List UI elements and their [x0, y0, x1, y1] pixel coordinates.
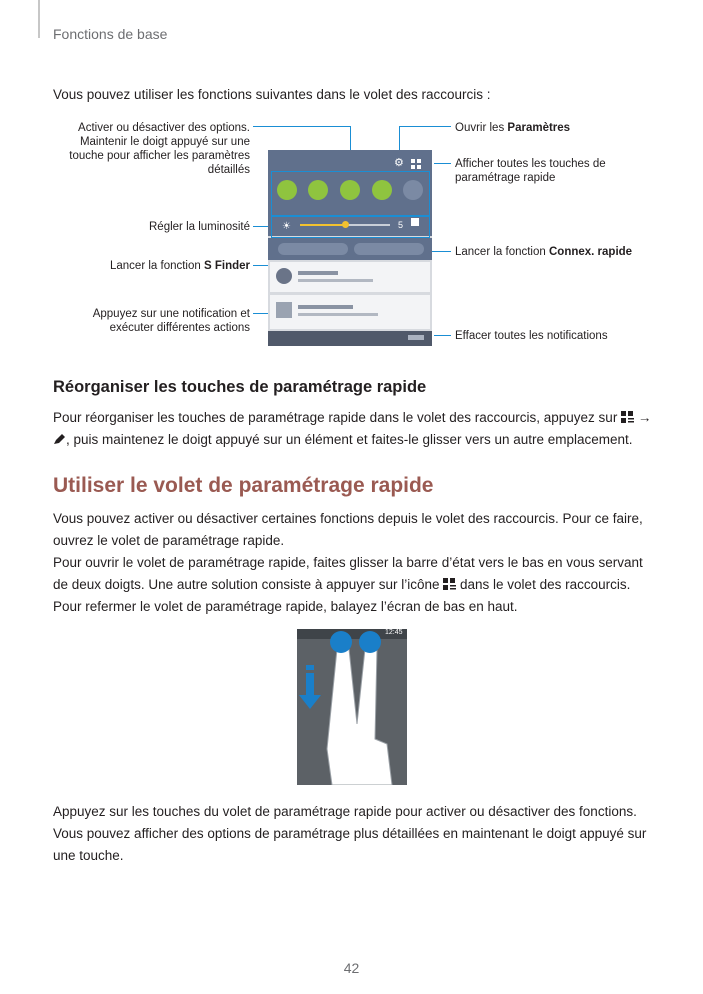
connector-line	[253, 126, 351, 127]
notification-text	[298, 279, 373, 282]
main-heading: Utiliser le volet de paramétrage rapide	[53, 474, 434, 497]
s-finder-button	[278, 243, 348, 255]
notification-text	[298, 313, 378, 316]
section-paragraph: Pour réorganiser les touches de paramétrage rapide dans le volet des raccourcis, appuyez sur → , puis maintenez le doigt appuyé sur un élément et faites-le glisser vers un autre emplacement.	[53, 410, 652, 447]
callout-brightness: Régler la luminosité	[149, 221, 250, 233]
highlight-brightness	[271, 216, 430, 238]
callout-s-finder: Lancer la fonction S Finder	[110, 260, 250, 272]
notification-icon	[276, 268, 292, 284]
notification-title	[298, 271, 338, 275]
header-rule	[38, 0, 40, 38]
quick-connect-button	[354, 243, 424, 255]
settings-icon: ⚙	[394, 157, 404, 169]
brightness-value: 5	[398, 220, 404, 230]
connector-line	[399, 126, 451, 127]
section-heading: Réorganiser les touches de paramétrage rapide	[53, 378, 427, 396]
highlight-quick-settings	[271, 171, 430, 216]
status-time: 12:45	[385, 629, 403, 636]
notification-icon	[276, 302, 292, 318]
touch-point-left	[330, 631, 352, 653]
callout-quick-connect: Lancer la fonction Connex. rapide	[455, 246, 633, 258]
section-paragraph: Pour ouvrir le volet de paramétrage rapide, faites glisser la barre d’état vers le bas en vous servant de deux doigts. Une autre solution consiste à appuyer sur l’icône dans le volet des raccourcis. Pour refermer le volet de paramétrage rapide, balayez l’écran de bas en haut.	[53, 555, 643, 614]
page-header-title: Fonctions de base	[53, 26, 168, 42]
panel-top-bar	[268, 150, 432, 172]
grid-edit-icon	[621, 408, 634, 420]
clear-all-button	[408, 335, 424, 340]
grid-icon	[411, 156, 421, 166]
section-paragraph: Appuyez sur les touches du volet de paramétrage rapide pour activer ou désactiver des fonctions. Vous pouvez afficher des options de paramétrage plus détaillées en maintenant le doigt appuyé sur une touche.	[53, 804, 647, 863]
page-number: 42	[343, 960, 360, 976]
section-paragraph: Vous pouvez activer ou désactiver certaines fonctions depuis le volet des raccourcis. Pour ce faire, ouvrez le volet de paramétrage rapide.	[53, 511, 643, 548]
callout-notification-actions: Appuyez sur une notification et exécuter différentes actions	[92, 308, 250, 334]
connector-line	[434, 335, 451, 336]
brightness-icon: ☀	[282, 221, 291, 232]
intro-text: Vous pouvez utiliser les fonctions suivantes dans le volet des raccourcis :	[53, 87, 491, 102]
grid-edit-icon	[443, 575, 456, 587]
callout-clear-notifications: Effacer toutes les notifications	[455, 330, 608, 342]
pencil-icon	[53, 430, 66, 442]
connector-line	[434, 163, 451, 164]
callout-show-all-quick-settings: Afficher toutes les touches de paramétrage rapide	[455, 158, 606, 184]
notification-title	[298, 305, 353, 309]
notification-item	[270, 262, 430, 292]
notification-item	[270, 295, 430, 329]
two-finger-swipe-illustration	[297, 629, 407, 785]
touch-point-right	[359, 631, 381, 653]
swipe-down-arrow-icon	[299, 665, 321, 711]
callout-open-settings: Ouvrir les Paramètres	[455, 122, 571, 134]
callout-toggle-options: Activer ou désactiver des options. Maintenir le doigt appuyé sur une touche pour afficher les paramètres détaillés	[69, 122, 250, 176]
